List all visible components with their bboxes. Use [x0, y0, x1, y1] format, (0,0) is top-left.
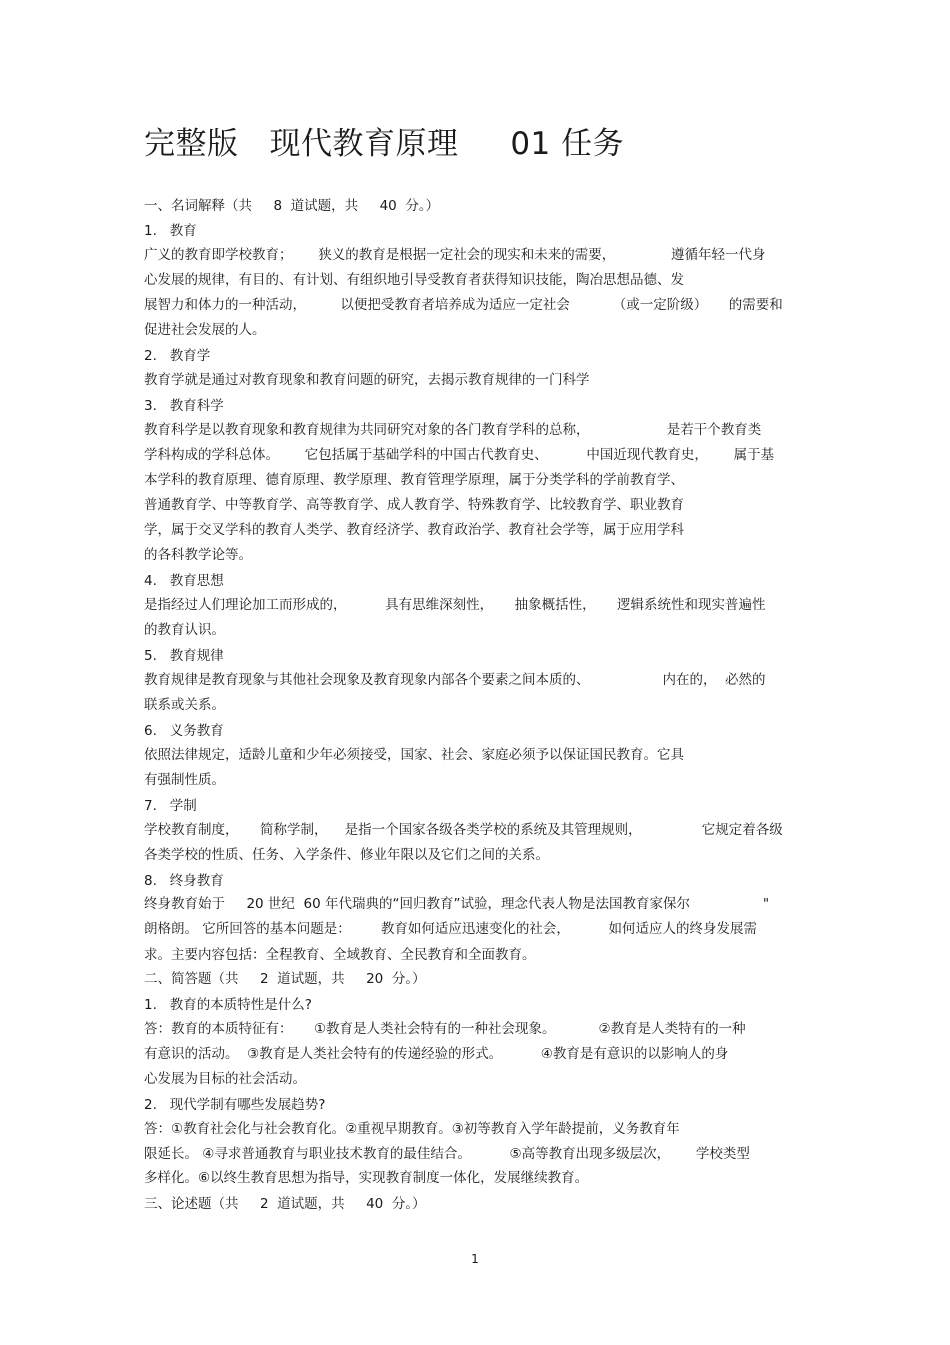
text-line: 有强制性质。: [144, 772, 225, 788]
text-line: 各类学校的性质、任务、入学条件、修业年限以及它们之间的关系。: [144, 847, 549, 863]
text-line: 6. 义务教育: [144, 723, 224, 739]
text-line: 广义的教育即学校教育； 狭义的教育是根据一定社会的现实和未来的需要， 遵循年轻一代身: [144, 247, 766, 263]
text-line: 4. 教育思想: [144, 573, 224, 589]
text-line: 依照法律规定，适龄儿童和少年必须接受，国家、社会、家庭必须予以保证国民教育。它具: [144, 747, 684, 763]
text-line: 教育学就是通过对教育现象和教育问题的研究，去揭示教育规律的一门科学: [144, 372, 590, 388]
text-line: 的各科教学论等。: [144, 547, 252, 563]
text-line: 有意识的活动。 ③教育是人类社会特有的传递经验的形式。 ④教育是有意识的以影响人的身: [144, 1046, 729, 1062]
text-line: 二、简答题（共 2 道试题，共 20 分。）: [144, 971, 426, 987]
text-line: 心发展的规律，有目的、有计划、有组织地引导受教育者获得知识技能，陶冶思想品德、发: [144, 272, 684, 288]
text-line: 三、论述题（共 2 道试题，共 40 分。）: [144, 1196, 426, 1212]
text-line: 学，属于交叉学科的教育人类学、教育经济学、教育政治学、教育社会学等，属于应用学科: [144, 522, 684, 538]
text-line: 2. 教育学: [144, 348, 211, 364]
text-line: 教育规律是教育现象与其他社会现象及教育现象内部各个要素之间本质的、 内在的， 必然的: [144, 672, 766, 688]
page-title: 完整版 现代教育原理 01 任务: [144, 126, 625, 162]
text-line: 3. 教育科学: [144, 398, 224, 414]
text-line: 一、名词解释（共 8 道试题，共 40 分。）: [144, 198, 440, 214]
text-line: 心发展为目标的社会活动。: [144, 1071, 306, 1087]
text-line: 7. 学制: [144, 798, 197, 814]
page-number: 1: [471, 1252, 479, 1266]
text-line: 1. 教育的本质特性是什么?: [144, 997, 312, 1013]
text-line: 限延长。 ④寻求普通教育与职业技术教育的最佳结合。 ⑤高等教育出现多级层次， 学校类型: [144, 1146, 750, 1162]
text-line: 是指经过人们理论加工而形成的， 具有思维深刻性， 抽象概括性， 逻辑系统性和现实普遍性: [144, 597, 766, 613]
text-line: 学科构成的学科总体。 它包括属于基础学科的中国古代教育史、 中国近现代教育史， 属于基: [144, 447, 775, 463]
text-line: 答：教育的本质特征有： ①教育是人类社会特有的一种社会现象。 ②教育是人类特有的一种: [144, 1021, 746, 1037]
text-line: 2. 现代学制有哪些发展趋势?: [144, 1097, 326, 1113]
text-line: 5. 教育规律: [144, 648, 224, 664]
text-line: 8. 终身教育: [144, 873, 224, 889]
text-line: 朗格朗。 它所回答的基本问题是： 教育如何适应迅速变化的社会， 如何适应人的终身发展需: [144, 921, 757, 937]
text-line: 求。主要内容包括：全程教育、全域教育、全民教育和全面教育。: [144, 947, 536, 963]
text-line: 教育科学是以教育现象和教育规律为共同研究对象的各门教育学科的总称， 是若干个教育类: [144, 422, 762, 438]
text-line: 普通教育学、中等教育学、高等教育学、成人教育学、特殊教育学、比较教育学、职业教育: [144, 497, 684, 513]
text-line: 的教育认识。: [144, 622, 225, 638]
text-line: 1. 教育: [144, 223, 197, 239]
text-line: 答：①教育社会化与社会教育化。②重视早期教育。③初等教育入学年龄提前，义务教育年: [144, 1121, 680, 1137]
text-line: 学校教育制度， 简称学制， 是指一个国家各级各类学校的系统及其管理规则， 它规定着各级: [144, 822, 783, 838]
text-line: 展智力和体力的一种活动， 以便把受教育者培养成为适应一定社会 （或一定阶级） 的需要和: [144, 297, 783, 313]
text-line: 终身教育始于 20 世纪 60 年代瑞典的“回归教育”试验，理念代表人物是法国教育家保尔 ": [144, 896, 770, 912]
text-line: 促进社会发展的人。: [144, 322, 266, 338]
text-line: 多样化。⑥以终生教育思想为指导，实现教育制度一体化，发展继续教育。: [144, 1170, 589, 1186]
text-line: 联系或关系。: [144, 697, 225, 713]
text-line: 本学科的教育原理、德育原理、教学原理、教育管理学原理，属于分类学科的学前教育学、: [144, 472, 684, 488]
